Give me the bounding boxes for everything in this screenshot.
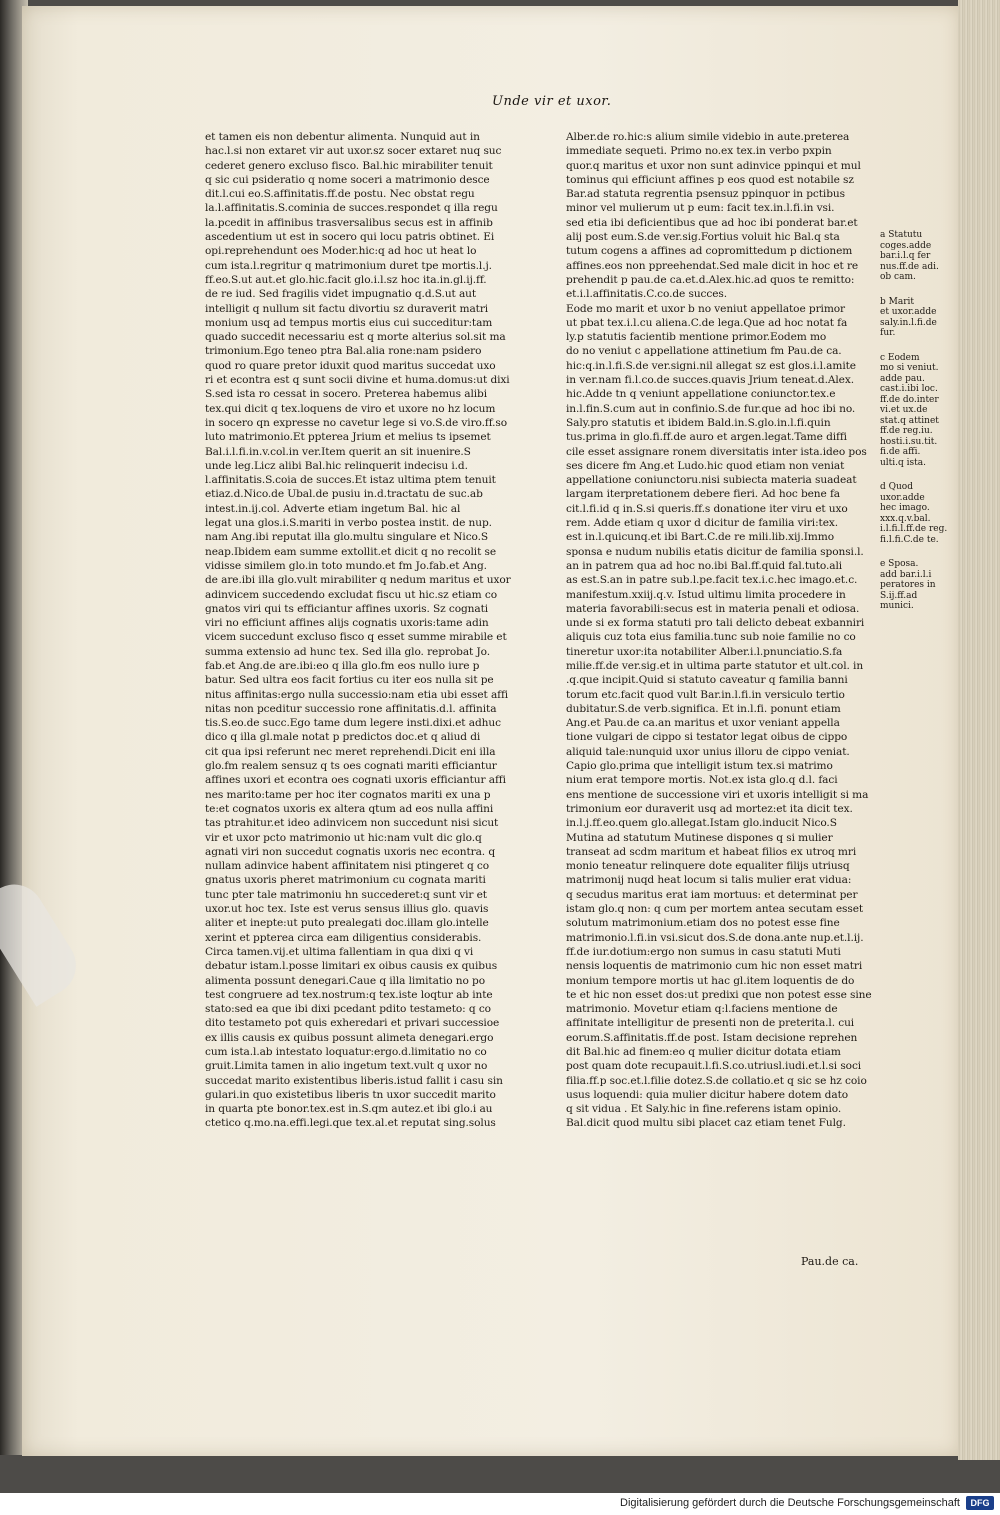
text-line: in.l.fin.S.cum aut in confinio.S.de fur.que ad hoc ibi no. bbox=[566, 402, 856, 415]
text-line: tus.prima in glo.fi.ff.de auro et argen.legat.Tame diffi bbox=[566, 431, 847, 444]
text-line: Bal.i.l.fi.in.v.col.in ver.Item querit an sit inuenire.S bbox=[205, 445, 471, 458]
text-line: summa extensio ad hunc tex. Sed illa glo. reprobat Jo. bbox=[205, 645, 490, 658]
text-line: est in.l.quicunq.et ibi Bart.C.de re mili.lib.xij.Immo bbox=[566, 531, 834, 544]
text-line: matrimonij nuqd heat locum si talis mulier erat vidua: bbox=[566, 874, 852, 887]
text-line: trimonium.Ego teneo ptra Bal.alia rone:nam psidero bbox=[205, 345, 482, 358]
text-line: hic.Adde tn q veniunt appellatione coniunctor.tex.e bbox=[566, 388, 836, 401]
text-line: ff.de iur.dotium:ergo non sumus in casu statuti Muti bbox=[566, 945, 841, 958]
text-line: eorum.S.affinitatis.ff.de post. Istam decisione reprehen bbox=[566, 1031, 858, 1044]
margin-note: c Eodem mo si veniut. adde pau. cast.i.ibi loc. ff.de do.inter vi.et ux.de stat.q attinet ff.de reg.iu. hosti.i.su.tit. fi.de affi. ulti.q ista. bbox=[880, 352, 939, 468]
text-line: intelligit q nullum sit factu divortiu sz duraverit matri bbox=[205, 302, 489, 315]
text-line: legat una glos.i.S.mariti in verbo postea instit. de nup. bbox=[205, 517, 492, 530]
text-line: nullam adinvice habent affinitatem nisi ptingeret q co bbox=[205, 860, 490, 873]
text-line: debatur istam.l.posse limitari ex oibus causis ex quibus bbox=[205, 960, 498, 973]
text-line: alimenta possunt denegari.Caue q illa limitatio no po bbox=[205, 974, 486, 987]
text-line: tineretur uxor:ita notabiliter Alber.i.l.pnunciatio.S.fa bbox=[566, 645, 843, 658]
text-line: ctetico q.mo.na.effi.legi.que tex.al.et reputat sing.solus bbox=[205, 1117, 496, 1130]
text-line: .q.que incipit.Quid si statuto caveatur q familia banni bbox=[566, 674, 848, 687]
text-line: cum ista.l.ab intestato loquatur:ergo.d.limitatio no co bbox=[205, 1046, 487, 1058]
text-line: te et hic non esset dos:ut predixi que non potest esse sine bbox=[566, 988, 872, 1001]
text-line: sed etia ibi deficientibus que ad hoc ibi ponderat bar.et bbox=[566, 216, 858, 229]
text-line: ascedentium ut est in socero qui locu patris obtinet. Ei bbox=[205, 231, 495, 244]
text-line: q secudus maritus erat iam mortuus: et determinat per bbox=[566, 888, 858, 901]
text-line: neap.Ibidem eam summe extollit.et dicit q no recolit se bbox=[205, 545, 497, 558]
text-line: materia favorabili:secus est in materia penali et odiosa. bbox=[566, 602, 860, 615]
text-line: filia.ff.p soc.et.l.filie dotez.S.de collatio.et q sic se hz coio bbox=[566, 1074, 867, 1087]
page-stack-edge bbox=[958, 0, 1000, 1460]
text-line: ens mentione de successione viri et uxoris intelligit si ma bbox=[566, 788, 869, 801]
text-line: do no veniut c appellatione attinetium fm Pau.de ca. bbox=[566, 345, 842, 358]
text-line: test congruere ad tex.nostrum:q tex.iste loqtur ab inte bbox=[205, 988, 493, 1001]
text-line: quado succedit necessariu est q morte alterius sol.sit ma bbox=[205, 331, 506, 344]
running-head: Unde vir et uxor. bbox=[492, 94, 612, 109]
text-line: appellatione coniunctoru.nisi subiecta materia suadeat bbox=[566, 474, 857, 487]
text-line: S.sed ista ro cessat in socero. Preterea habemus alibi bbox=[205, 388, 488, 401]
text-line: unde leg.Licz alibi Bal.hic relinquerit indecisu i.d. bbox=[205, 459, 468, 472]
text-line: ut pbat tex.i.l.cu aliena.C.de lega.Que ad hoc notat fa bbox=[566, 316, 848, 329]
text-line: largam iterpretationem debere fieri. Ad hoc bene fa bbox=[566, 488, 840, 501]
text-line: vidisse similem glo.in toto mundo.et fm Jo.fab.et Ang. bbox=[205, 559, 487, 572]
text-line: aliquis cuz tota eius familia.tunc sub noie familie no co bbox=[566, 631, 856, 644]
text-line: cile esset assignare ronem diversitatis inter ista.ideo pos bbox=[566, 445, 867, 458]
text-line: ri et econtra est q sunt socii divine et huma.domus:ut dixi bbox=[205, 374, 510, 387]
text-line: istam glo.q non: q cum per mortem antea secutam esset bbox=[566, 903, 864, 916]
text-line: tex.qui dicit q tex.loquens de viro et uxore no hz locum bbox=[205, 402, 496, 415]
text-line: te:et cognatos uxoris ex altera qtum ad eos nulla affini bbox=[205, 802, 494, 815]
text-line: viri no efficiunt affines alijs cognatis uxoris:tame adin bbox=[205, 617, 489, 630]
text-line: nensis loquentis de matrimonio cum hic non esset matri bbox=[566, 960, 863, 973]
text-line: vicem succedunt excluso fisco q esset summe mirabile et bbox=[205, 631, 507, 644]
text-line: monium usq ad tempus mortis eius cui succeditur:tam bbox=[205, 316, 493, 329]
text-line: affines.eos non ppreehendat.Sed male dicit in hoc et re bbox=[566, 259, 859, 272]
text-line: monium tempore mortis ut hac gl.item loquentis de do bbox=[566, 974, 855, 987]
text-line: batur. Sed ultra eos facit fortius cu iter eos nulla sit pe bbox=[205, 674, 494, 687]
text-line: Capio glo.prima que intelligit istum tex.si matrimo bbox=[566, 760, 833, 773]
text-line: Mutina ad statutum Mutinese dispones q si mulier bbox=[566, 831, 833, 844]
text-line: de are.ibi illa glo.vult mirabiliter q nedum maritus et uxor bbox=[205, 574, 511, 587]
text-line: quod ro quare pretor iduxit quod maritus succedat uxo bbox=[205, 359, 496, 372]
text-line: prehendit p pau.de ca.et.d.Alex.hic.ad quos te remitto: bbox=[566, 273, 855, 286]
text-line: nes marito:tame per hoc iter cognatos mariti ex una p bbox=[205, 788, 491, 801]
text-line: rem. Adde etiam q uxor d dicitur de familia viri:tex. bbox=[566, 517, 839, 530]
text-line: cit.l.fi.id q in.S.si queris.ff.s donatione iter viru et uxo bbox=[566, 502, 848, 515]
text-line: l.affinitatis.S.coia de succes.Et istaz ultima ptem tenuit bbox=[205, 474, 496, 487]
text-line: in.l.j.ff.eo.quem glo.allegat.Istam glo.inducit Nico.S bbox=[566, 817, 837, 830]
text-line: hic:q.in.l.fi.S.de ver.signi.nil allegat sz est glos.i.l.amite bbox=[566, 359, 856, 372]
text-line: Saly.pro statutis et ibidem Bald.in.S.glo.in.l.fi.quin bbox=[566, 416, 831, 429]
text-line: Eode mo marit et uxor b no veniut appellatoe primor bbox=[566, 302, 846, 315]
text-line: et.i.l.affinitatis.C.co.de succes. bbox=[566, 288, 727, 301]
text-line: cit qua ipsi referunt nec meret reprehendi.Dicit eni illa bbox=[205, 745, 496, 758]
text-line: q sic cui psideratio q nome soceri a matrimonio desce bbox=[205, 173, 490, 186]
left-text-column bbox=[205, 130, 525, 1131]
text-line: gulari.in quo existetibus liberis tn uxor succedit marito bbox=[205, 1088, 496, 1101]
text-line: minor vel mulierum ut p eum: facit tex.in.l.fi.in vsi. bbox=[566, 202, 835, 215]
text-line: nitus affinitas:ergo nulla successio:nam etia ubi esset affi bbox=[205, 688, 509, 701]
text-line: cederet genero excluso fisco. Bal.hic mirabiliter tenuit bbox=[205, 159, 493, 172]
text-line: in quarta pte bonor.tex.est in.S.qm autez.et ibi glo.i au bbox=[205, 1103, 493, 1116]
margin-note: b Marit et uxor.adde saly.in.l.fi.de fur. bbox=[880, 296, 937, 338]
text-line: dubitatur.S.de verb.significa. Et in.l.fi. ponunt etiam bbox=[566, 702, 841, 715]
text-line: uxor.ut hoc tex. Iste est verus sensus illius glo. quavis bbox=[205, 903, 489, 916]
text-line: stato:sed ea que ibi dixi pcedant pdito testameto: q co bbox=[205, 1003, 491, 1016]
text-line: transeat ad scdm maritum et habeat filios ex utroq mri bbox=[566, 845, 857, 858]
text-line: usus loquendi: quia mulier dicitur habere dotem dato bbox=[566, 1088, 849, 1101]
text-line: gnatos viri qui ts efficiantur affines uxoris. Sz cognati bbox=[205, 602, 489, 615]
text-line: tominus qui efficiunt affines p eos quod est notabile sz bbox=[566, 173, 854, 186]
text-line: milie.ff.de ver.sig.et in ultima parte statutor et ult.col. in bbox=[566, 659, 864, 672]
text-line: la.pcedit in affinibus trasversalibus secus est in affinib bbox=[205, 216, 493, 229]
text-line: q sit vidua . Et Saly.hic in fine.referens istam opinio. bbox=[566, 1103, 842, 1116]
text-line: post quam dote recupauit.l.fi.S.co.utriusl.iudi.et.l.si soci bbox=[566, 1060, 862, 1073]
text-line: gnatus uxoris pheret matrimonium cu cognata mariti bbox=[205, 874, 486, 887]
right-text-column bbox=[566, 130, 884, 1131]
text-line: luto matrimonio.Et ppterea Jrium et melius ts ipsemet bbox=[205, 431, 491, 444]
margin-note: d Quod uxor.adde hec imago. xxx.q.v.bal. i.l.fi.l.ff.de reg. fi.l.fi.C.de te. bbox=[880, 482, 948, 545]
margin-note: a Statutu coges.adde bar.i.l.q fer nus.ff.de adi. ob cam. bbox=[880, 230, 939, 282]
text-line: gruit.Limita tamen in alio ingetum text.vult q uxor no bbox=[205, 1060, 488, 1073]
text-line: succedat marito existentibus liberis.istud fallit i casu sin bbox=[205, 1074, 503, 1087]
text-line: dit Bal.hic ad finem:eo q mulier dicitur dotata etiam bbox=[566, 1046, 841, 1058]
text-line: tas ptrahitur.et ideo adinvicem non succedunt nisi sicut bbox=[205, 817, 499, 830]
text-line: fab.et Ang.de are.ibi:eo q illa glo.fm eos nullo iure p bbox=[205, 659, 480, 672]
text-line: etiaz.d.Nico.de Ubal.de pusiu in.d.tractatu de suc.ab bbox=[205, 488, 483, 501]
text-line: cum ista.l.regritur q matrimonium duret tpe mortis.l.j. bbox=[205, 259, 492, 272]
text-line: in ver.nam fi.l.co.de succes.quavis Jrium teneat.d.Alex. bbox=[566, 374, 854, 387]
text-line: agnati viri non succedut cognatis uxoris nec econtra. q bbox=[205, 845, 496, 858]
margin-notes bbox=[880, 230, 950, 626]
text-line: solutum matrimonium.etiam dos no potest esse fine bbox=[566, 917, 840, 930]
text-line: tis.S.eo.de succ.Ego tame dum legere insti.dixi.et adhuc bbox=[205, 717, 501, 730]
text-line: dit.l.cui eo.S.affinitatis.ff.de postu. Nec obstat regu bbox=[205, 188, 475, 201]
text-line: ex illis causis ex quibus possunt alimeta denegari.ergo bbox=[205, 1031, 494, 1044]
text-line: aliter et inepte:ut puto prealegati doc.illam glo.intelle bbox=[205, 917, 489, 930]
text-line: as est.S.an in patre sub.l.pe.facit tex.i.c.hec imago.et.c. bbox=[566, 574, 858, 587]
text-line: tunc pter tale matrimoniu hn succederet:q sunt vir et bbox=[205, 888, 487, 901]
text-line: affinitate intelligitur de presenti non de preterita.l. cui bbox=[566, 1017, 855, 1030]
text-line: unde si ex forma statuti pro tali delicto debeat exbanniri bbox=[566, 617, 865, 630]
text-line: Circa tamen.vij.et ultima fallentiam in qua dixi q vi bbox=[205, 945, 474, 958]
text-line: adinvicem succedendo excludat fiscu ut hic.sz etiam co bbox=[205, 588, 497, 601]
text-line: ses dicere fm Ang.et Ludo.hic quod etiam non veniat bbox=[566, 459, 845, 472]
text-line: affines uxori et econtra oes cognati uxoris efficiantur affi bbox=[205, 774, 506, 787]
text-line: de re iud. Sed fragilis videt impugnatio q.d.S.ut aut bbox=[205, 288, 477, 301]
text-line: immediate sequeti. Primo no.ex tex.in verbo pxpin bbox=[566, 145, 832, 158]
text-line: Ang.et Pau.de ca.an maritus et uxor veniant appella bbox=[566, 717, 840, 730]
text-line: vir et uxor pcto matrimonio ut hic:nam vult dic glo.q bbox=[205, 831, 482, 844]
text-line: Bar.ad statuta regrentia psensuz ppinquor in pctibus bbox=[566, 188, 845, 201]
text-line: manifestum.xxiij.q.v. Istud ultimu limita procedere in bbox=[566, 588, 846, 601]
text-line: hac.l.si non extaret vir aut uxor.sz socer extaret nuq suc bbox=[205, 145, 502, 158]
text-line: la.l.affinitatis.S.cominia de succes.respondet q illa regu bbox=[205, 202, 498, 215]
text-line: tutum cogens a affines ad copromittedum p dictionem bbox=[566, 245, 853, 258]
text-line: in socero qn expresse no cavetur lege si vo.S.de viro.ff.so bbox=[205, 416, 508, 429]
text-line: dico q illa gl.male notat p predictos doc.et q aliud di bbox=[205, 731, 481, 744]
text-line: an in patrem qua ad hoc no.ibi Bal.ff.quid fal.tuto.ali bbox=[566, 559, 843, 572]
text-line: tione vulgari de cippo si testator legat oibus de cippo bbox=[566, 731, 848, 744]
text-line: Bal.dicit quod multu sibi placet caz etiam tenet Fulg. bbox=[566, 1117, 846, 1130]
text-line: quor.q maritus et uxor non sunt adinvice ppinqui et mul bbox=[566, 159, 861, 172]
funding-credit: Digitalisierung gefördert durch die Deutsche Forschungsgemeinschaft bbox=[620, 1497, 960, 1509]
text-line: dito testameto pot quis exheredari et privari successioe bbox=[205, 1017, 500, 1030]
text-line: intest.in.ij.col. Adverte etiam ingetum Bal. hic al bbox=[205, 502, 461, 515]
text-line: monio teneatur relinquere dote equaliter filijs utriusq bbox=[566, 860, 850, 873]
text-line: matrimonio. Movetur etiam q:l.faciens mentione de bbox=[566, 1003, 838, 1016]
text-line: aliquid tale:nunquid uxor unius illoru de cippo veniat. bbox=[566, 745, 850, 758]
text-line: xerint et ppterea circa eam diligentius considerabis. bbox=[205, 931, 482, 944]
text-line: alij post eum.S.de ver.sig.Fortius voluit hic Bal.q sta bbox=[566, 231, 840, 244]
text-line: et tamen eis non debentur alimenta. Nunquid aut in bbox=[205, 131, 480, 143]
text-line: nitas non pceditur successio rone affinitatis.d.l. affinita bbox=[205, 702, 497, 715]
catchword: Pau.de ca. bbox=[801, 1255, 859, 1268]
text-line: opi.reprehendunt oes Moder.hic:q ad hoc ut heat lo bbox=[205, 245, 477, 258]
margin-note: e Sposa. add bar.i.l.i peratores in S.ij.ff.ad munici. bbox=[880, 559, 936, 611]
text-line: nium erat tempore mortis. Not.ex ista glo.q d.l. faci bbox=[566, 774, 838, 787]
dfg-logo: DFG bbox=[966, 1496, 994, 1510]
text-line: sponsa e nudum nubilis etatis dicitur de familia sponsi.l. bbox=[566, 545, 864, 558]
text-line: glo.fm realem sensuz q ts oes cognati mariti efficiantur bbox=[205, 760, 497, 773]
text-line: nam Ang.ibi reputat illa glo.multu singulare et Nico.S bbox=[205, 531, 489, 544]
text-line: trimonium eor duraverit usq ad mortez:et ita dicit tex. bbox=[566, 802, 853, 815]
text-line: matrimonio.l.fi.in vsi.sicut dos.S.de dona.ante nup.et.l.ij. bbox=[566, 931, 864, 944]
text-line: ff.eo.S.ut aut.et glo.hic.facit glo.i.l.sz hoc ita.in.gl.ij.ff. bbox=[205, 273, 487, 286]
text-line: torum etc.facit quod vult Bar.in.l.fi.in versiculo tertio bbox=[566, 688, 845, 701]
text-line: ly.p statutis facientib mentione primor.Eodem mo bbox=[566, 331, 827, 344]
text-line: Alber.de ro.hic:s alium simile videbio in aute.preterea bbox=[566, 131, 850, 143]
